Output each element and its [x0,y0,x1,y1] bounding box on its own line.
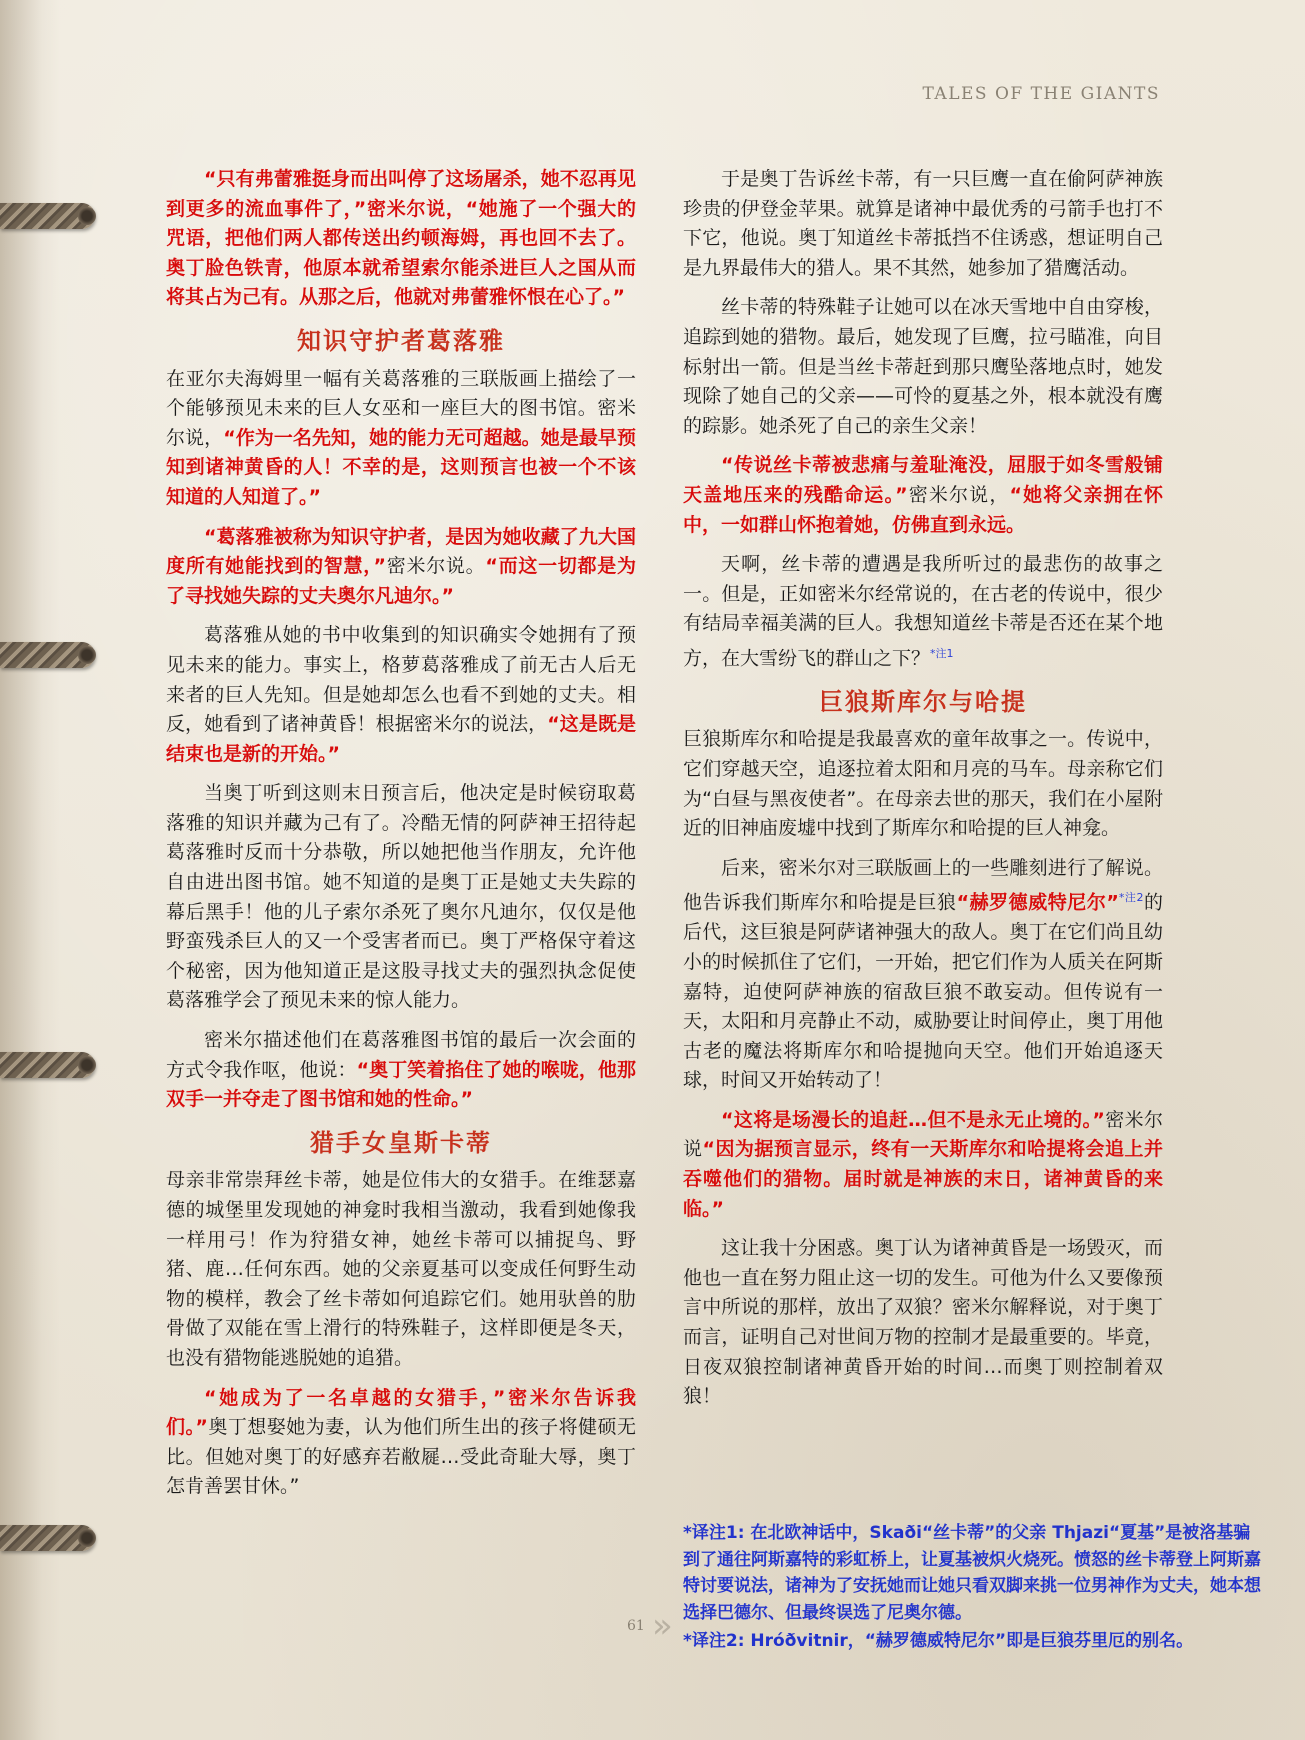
paragraph-text: 的后代，这巨狼是阿萨诸神强大的敌人。奥丁在它们尚且幼小的时候抓住了它们，一开始，把它们作为人质关在阿斯嘉特，迫使阿萨神族的宿敌巨狼不敢妄动。但传说有一天，太阳和月亮静止不动，威胁要让时间停止，奥丁用他古老的魔法将斯库尔和哈提抛向天空。他们开始追逐天球，时间又开始转动了！ [683,891,1163,1092]
running-header: TALES OF THE GIANTS [922,84,1160,104]
quote-text: “她将父亲拥在怀中，一如群山怀抱着她，仿佛直到永远。 [683,483,1163,536]
quote-text: “作为一名先知，她的能力无可超越。她是最早预知到诸神黄昏的人！不幸的是，这则预言也被一个不该知道的人知道了。” [166,426,636,508]
paragraph [683,451,1163,540]
binding-hole [78,207,96,225]
paragraph-text: 葛落雅从她的书中收集到的知识确实令她拥有了预见未来的能力。事实上，格萝葛落雅成了前无古人后无来者的巨人先知。但是她却怎么也看不到她的丈夫。相反，她看到了诸神黄昏！根据密米尔的说法， [166,624,636,736]
footnote-1: *译注1: 在北欧神话中，Skaði“丝卡蒂”的父亲 Thjazi“夏基”是被洛基骗到了通往阿斯嘉特的彩虹桥上，让夏基被炽火烧死。愤怒的丝卡蒂登上阿斯嘉特讨要说法，诸神为了安抚她而让她只看双脚来挑一位男神作为丈夫，她本想选择巴德尔、但最终误选了尼奥尔德。 [683,1523,1261,1623]
quote-text: “这将是场漫长的追赶…但不是永无止境的。” [721,1108,1105,1131]
paragraph [683,550,1163,674]
quote-text: “她成为了一名卓越的女猎手，”密米尔告诉我们。” [166,1386,636,1439]
section-heading: 猎手女皇斯卡蒂 [310,1128,492,1157]
translator-notes [683,1520,1267,1657]
paragraph-text: 密米尔说 [683,1108,1163,1161]
footnote-ref[interactable]: *注1 [930,646,954,660]
page-number: 61 [627,1618,645,1634]
binding-hole [78,1529,96,1547]
binding-hole [78,1056,96,1074]
paragraph-text: 密米尔描述他们在葛落雅图书馆的最后一次会面的方式令我作呕，他说： [166,1029,636,1081]
paragraph: 巨狼斯库尔和哈提是我最喜欢的童年故事之一。传说中，它们穿越天空，追逐拉着太阳和月亮的马车。母亲称它们为“白昼与黑夜使者”。在母亲去世的那天，我们在小屋附近的旧神庙废墟中找到了斯库尔和哈提的巨人神龛。 [683,728,1163,840]
quote-text: “而这一切都是为了寻找她失踪的丈夫奥尔凡迪尔。” [166,555,636,607]
paragraph-text: 后来，密米尔对三联版画上的一些雕刻进行了解说。他告诉我们斯库尔和哈提是巨狼 [683,856,1163,914]
paragraph-text: 密米尔说， [907,483,1010,506]
paragraph: 于是奥丁告诉丝卡蒂，有一只巨鹰一直在偷阿萨神族珍贵的伊登金苹果。就算是诸神中最优秀的弓箭手也打不下它，他说。奥丁知道丝卡蒂抵挡不住诱惑，想证明自己是九界最伟大的猎人。果不其然，她参加了猎鹰活动。 [683,168,1163,279]
quote-text: “这是既是结束也是新的开始。” [166,713,636,765]
book-binding [0,0,60,1740]
paragraph [166,1384,636,1502]
paragraph-text: 密米尔说。 [386,555,486,578]
paragraph [166,523,636,612]
left-column [166,165,636,1512]
section-heading: 巨狼斯库尔与哈提 [819,687,1027,716]
quote-text: “因为据预言显示，终有一天斯库尔和哈提将会追上并吞噬他们的猎物。届时就是神族的末日，诸神黄昏的来临。” [683,1138,1163,1220]
paragraph: 当奥丁听到这则末日预言后，他决定是时候窃取葛落雅的知识并藏为己有了。冷酷无情的阿萨神王招待起葛落雅时反而十分恭敬，所以她把他当作朋友，允许他自由进出图书馆。她不知道的是奥丁正是她丈夫失踪的幕后黑手！他的儿子索尔杀死了奥尔凡迪尔，仅仅是他野蛮残杀巨人的又一个受害者而已。奥丁严格保守着这个秘密，因为他知道正是这股寻找丈夫的强烈执念促使葛落雅学会了预见未来的惊人能力。 [166,782,636,1012]
paragraph: 这让我十分困惑。奥丁认为诸神黄昏是一场毁灭，而他也一直在努力阻止这一切的发生。可他为什么又要像预言中所说的那样，放出了双狼？密米尔解释说，对于奥丁而言，证明自己对世间万物的控制才是最重要的。毕竟，日夜双狼控制诸神黄昏开始的时间…而奥丁则控制着双狼！ [683,1237,1163,1408]
section-heading: 知识守护者葛落雅 [297,326,505,355]
footnote-ref[interactable]: *注2 [1118,891,1144,905]
paragraph [166,621,636,769]
paragraph [683,1106,1163,1224]
paragraph-text: 天啊，丝卡蒂的遭遇是我所听过的最悲伤的故事之一。但是，正如密米尔经常说的，在古老的传说中，很少有结局幸福美满的巨人。我想知道丝卡蒂是否还在某个地方，在大雪纷飞的群山之下？ [683,553,1163,670]
footnote-2: *译注2: Hróðvitnir，“赫罗德威特尼尔”即是巨狼芬里厄的别名。 [683,1631,1194,1651]
paragraph: 丝卡蒂的特殊鞋子让她可以在冰天雪地中自由穿梭，追踪到她的猎物。最后，她发现了巨鹰，拉弓瞄准，向目标射出一箭。但是当丝卡蒂赶到那只鹰坠落地点时，她发现除了她自己的父亲——可怜的夏基之外，根本就没有鹰的踪影。她杀死了自己的亲生父亲！ [683,296,1163,437]
paragraph [683,854,1163,1096]
paragraph: 母亲非常崇拜丝卡蒂，她是位伟大的女猎手。在维瑟嘉德的城堡里发现她的神龛时我相当激动，我看到她像我一样用弓！作为狩猎女神，她丝卡蒂可以捕捉鸟、野猪、鹿…任何东西。她的父亲夏基可以变成任何野生动物的模样，教会了丝卡蒂如何追踪它们。她用驮兽的肋骨做了双能在雪上滑行的特殊鞋子，这样即便是冬天，也没有猎物能逃脱她的追猎。 [166,1169,636,1369]
binding-hole [78,646,96,664]
paragraph [166,365,636,513]
quote-text: “赫罗德威特尼尔” [956,891,1119,914]
quote-text: “葛落雅被称为知识守护者，是因为她收藏了九大国度所有她能找到的智慧，” [166,525,636,578]
paragraph-text: 奥丁想娶她为妻，认为他们所生出的孩子将健硕无比。但她对奥丁的好感弃若敝屣…受此奇耻大辱，奥丁怎肯善罢甘休。” [166,1416,636,1498]
quote-text: “奥丁笑着掐住了她的喉咙，他那双手一并夺走了图书馆和她的性命。” [166,1058,636,1111]
quote-text: “传说丝卡蒂被悲痛与羞耻淹没，屈服于如冬雪般铺天盖地压来的残酷命运。” [683,454,1163,506]
paragraph [166,1026,636,1115]
right-column [683,165,1163,1422]
paragraph: “只有弗蕾雅挺身而出叫停了这场屠杀，她不忍再见到更多的流血事件了，”密米尔说，“她施了一个强大的咒语，把他们两人都传送出约顿海姆，再也回不去了。奥丁脸色铁青，他原本就希望索尔能杀进巨人之国从而将其占为己有。从那之后，他就对弗蕾雅怀恨在心了。” [166,168,636,309]
page-arrow-icon: » [652,1606,667,1646]
paragraph-text: 在亚尔夫海姆里一幅有关葛落雅的三联版画上描绘了一个能够预见未来的巨人女巫和一座巨大的图书馆。密米尔说， [166,367,636,449]
